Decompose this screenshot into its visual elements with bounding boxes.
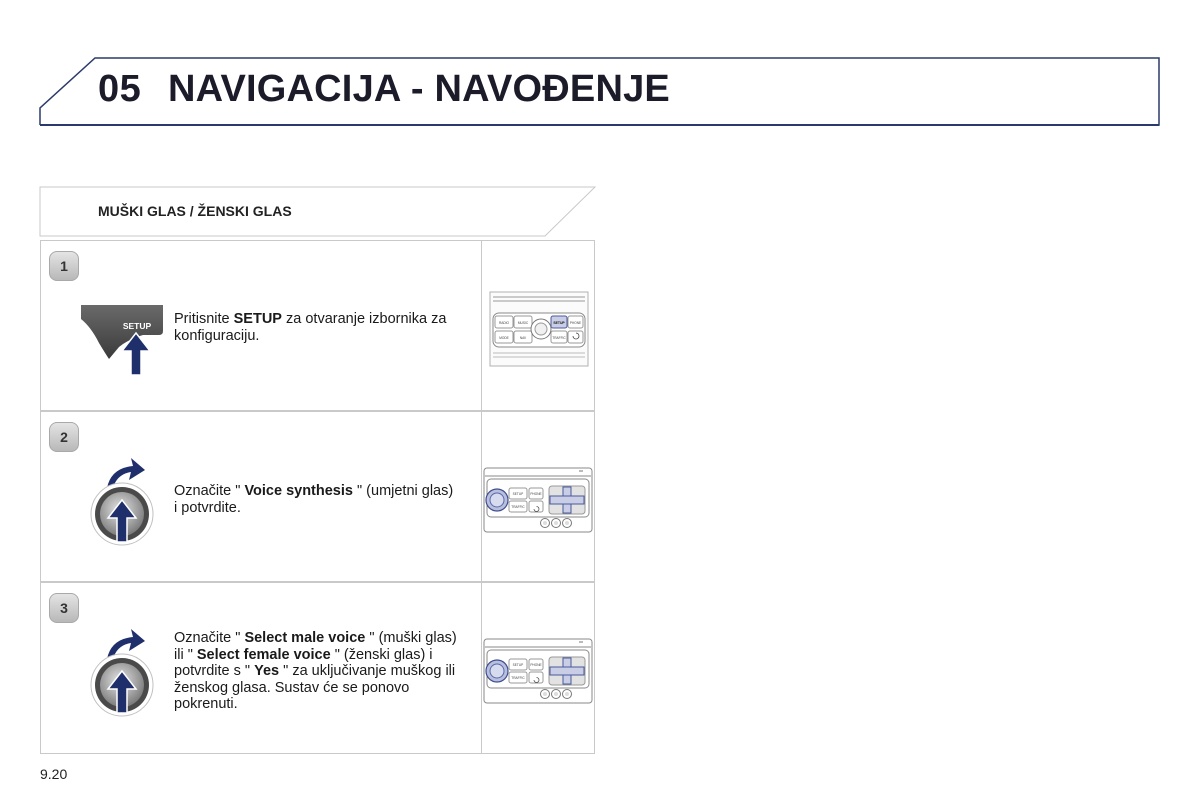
device-label-phone: PHONE: [530, 663, 542, 667]
step-row-2: [40, 411, 595, 582]
step-instruction-text: Označite " Select male voice " (muški glas) ili " Select female voice " (ženski glas) i potvrdite s " Yes " za uključivanje muškog ili ženskog glasa. Sustav će se ponovo pokrenuti.: [174, 630, 457, 712]
step-row-1: [40, 240, 595, 411]
step-row-3: [40, 582, 595, 754]
option-select-female-voice-bold: Select female voice: [196, 646, 331, 663]
device-label-music: MUSIC: [517, 321, 529, 325]
radio-panel-knob-illustration: [483, 638, 593, 709]
chapter-title: NAVIGACIJA - NAVOĐENJE: [168, 68, 670, 110]
step-number-badge: 2: [49, 422, 79, 452]
option-voice-synthesis-bold: Voice synthesis: [244, 483, 353, 499]
column-divider: [481, 583, 482, 753]
device-label-traffic: TRAFFIC: [552, 336, 566, 340]
device-label-nav: NAV: [519, 336, 527, 340]
device-label-traffic: TRAFFIC: [511, 676, 525, 680]
rotary-knob-turn-press-icon: [89, 625, 159, 725]
device-label-setup: SETUP: [512, 663, 524, 667]
key-setup-bold: SETUP: [233, 311, 282, 327]
option-yes-bold: Yes: [254, 663, 280, 679]
option-select-male-voice-bold: Select male voice: [244, 630, 366, 646]
step-number-badge: 3: [49, 593, 79, 623]
step-instruction-text: Označite " Voice synthesis " (umjetni glas) i potvrdite.: [174, 483, 454, 516]
setup-key-label: SETUP: [122, 321, 152, 331]
chapter-number: 05: [98, 68, 142, 110]
device-label-mode: MODE: [499, 336, 509, 340]
column-divider: [481, 241, 482, 410]
device-label-setup: SETUP: [553, 321, 565, 325]
device-label-setup: SETUP: [512, 492, 524, 496]
steps-table: [40, 240, 595, 754]
section-title: MUŠKI GLAS / ŽENSKI GLAS: [98, 203, 292, 219]
step-instruction-text: Pritisnite SETUP za otvaranje izbornika za konfiguraciju.: [174, 311, 447, 344]
radio-panel-knob-illustration: [483, 467, 593, 538]
page-number: 9.20: [40, 766, 68, 782]
setup-button-press-icon: [79, 303, 169, 383]
step-number-badge: 1: [49, 251, 79, 281]
rotary-knob-turn-press-icon: [89, 454, 159, 554]
column-divider: [481, 412, 482, 581]
device-label-phone: PHONE: [569, 321, 582, 325]
device-label-phone: PHONE: [530, 492, 542, 496]
device-label-traffic: TRAFFIC: [511, 505, 525, 509]
device-label-radio: RADIO: [498, 321, 510, 325]
radio-panel-setup-illustration: [489, 291, 589, 372]
